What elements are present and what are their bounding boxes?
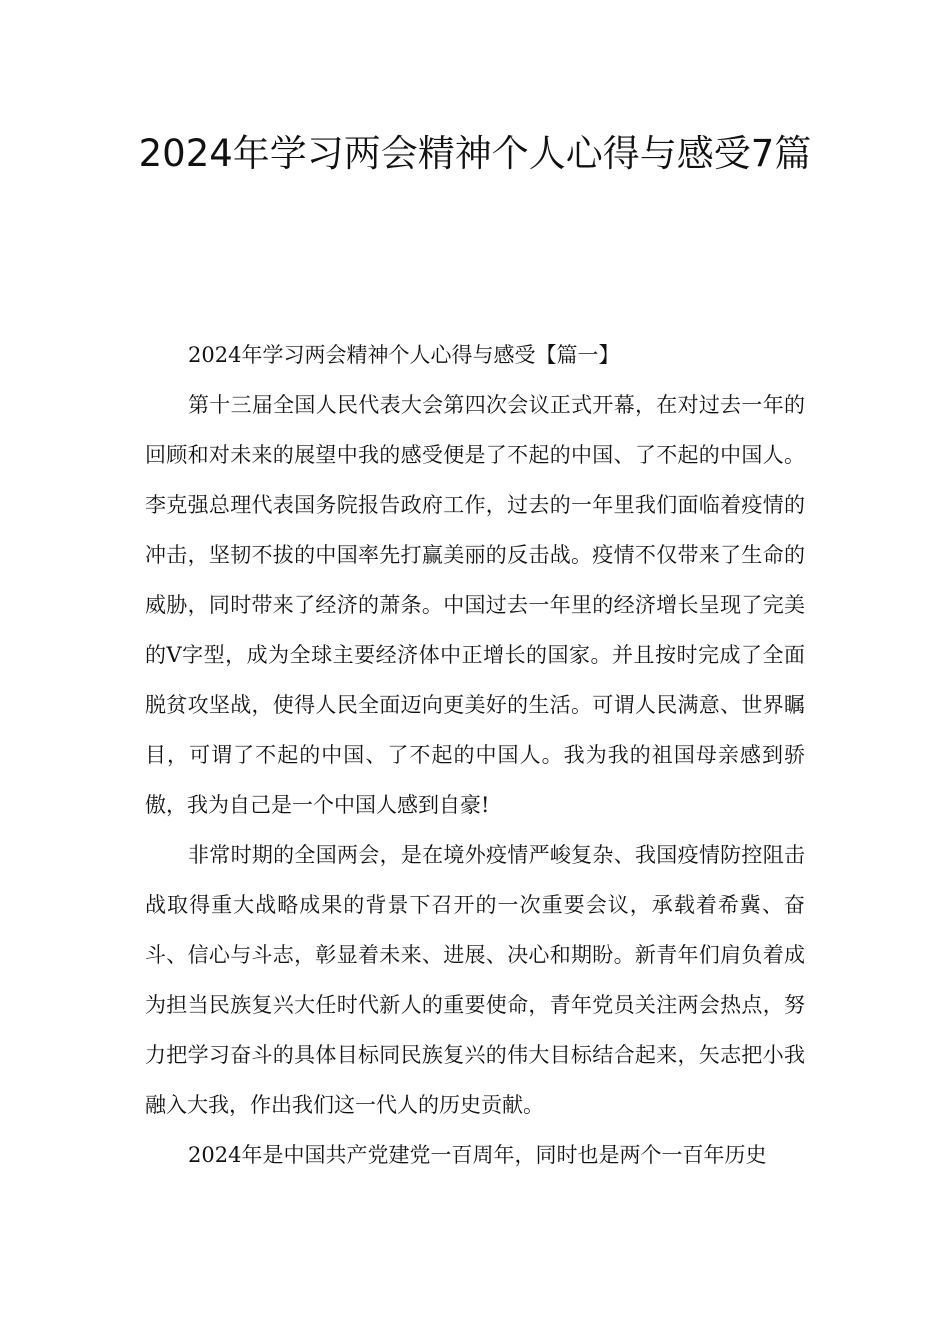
document-title: 2024年学习两会精神个人心得与感受7篇 [138, 132, 812, 175]
paragraph: 第十三届全国人民代表大会第四次会议正式开幕，在对过去一年的回顾和对未来的展望中我的感受便是了不起的中国、了不起的中国人。李克强总理代表国务院报告政府工作，过去的一年里我们面临着疫情的冲击，坚韧不拔的中国率先打赢美丽的反击战。疫情不仅带来了生命的威胁，同时带来了经济的萧条。中国过去一年里的经济增长呈现了完美的V字型，成为全球主要经济体中正增长的国家。并且按时完成了全面脱贫攻坚战，使得人民全面迈向更美好的生活。可谓人民满意、世界瞩目，可谓了不起的中国、了不起的中国人。我为我的祖国母亲感到骄傲，我为自己是一个中国人感到自豪! [145, 393, 805, 817]
paragraph: 非常时期的全国两会，是在境外疫情严峻复杂、我国疫情防控阻击战取得重大战略成果的背景下召开的一次重要会议，承载着希冀、奋斗、信心与斗志，彰显着未来、进展、决心和期盼。新青年们肩负着成为担当民族复兴大任时代新人的重要使命，青年党员关注两会热点，努力把学习奋斗的具体目标同民族复兴的伟大目标结合起来，矢志把小我融入大我，作出我们这一代人的历史贡献。 [145, 843, 805, 1117]
paragraph: 2024年是中国共产党建党一百周年，同时也是两个一百年历史 [188, 1143, 767, 1167]
document-body [145, 330, 805, 1180]
section-heading: 2024年学习两会精神个人心得与感受【篇一】 [188, 343, 620, 367]
